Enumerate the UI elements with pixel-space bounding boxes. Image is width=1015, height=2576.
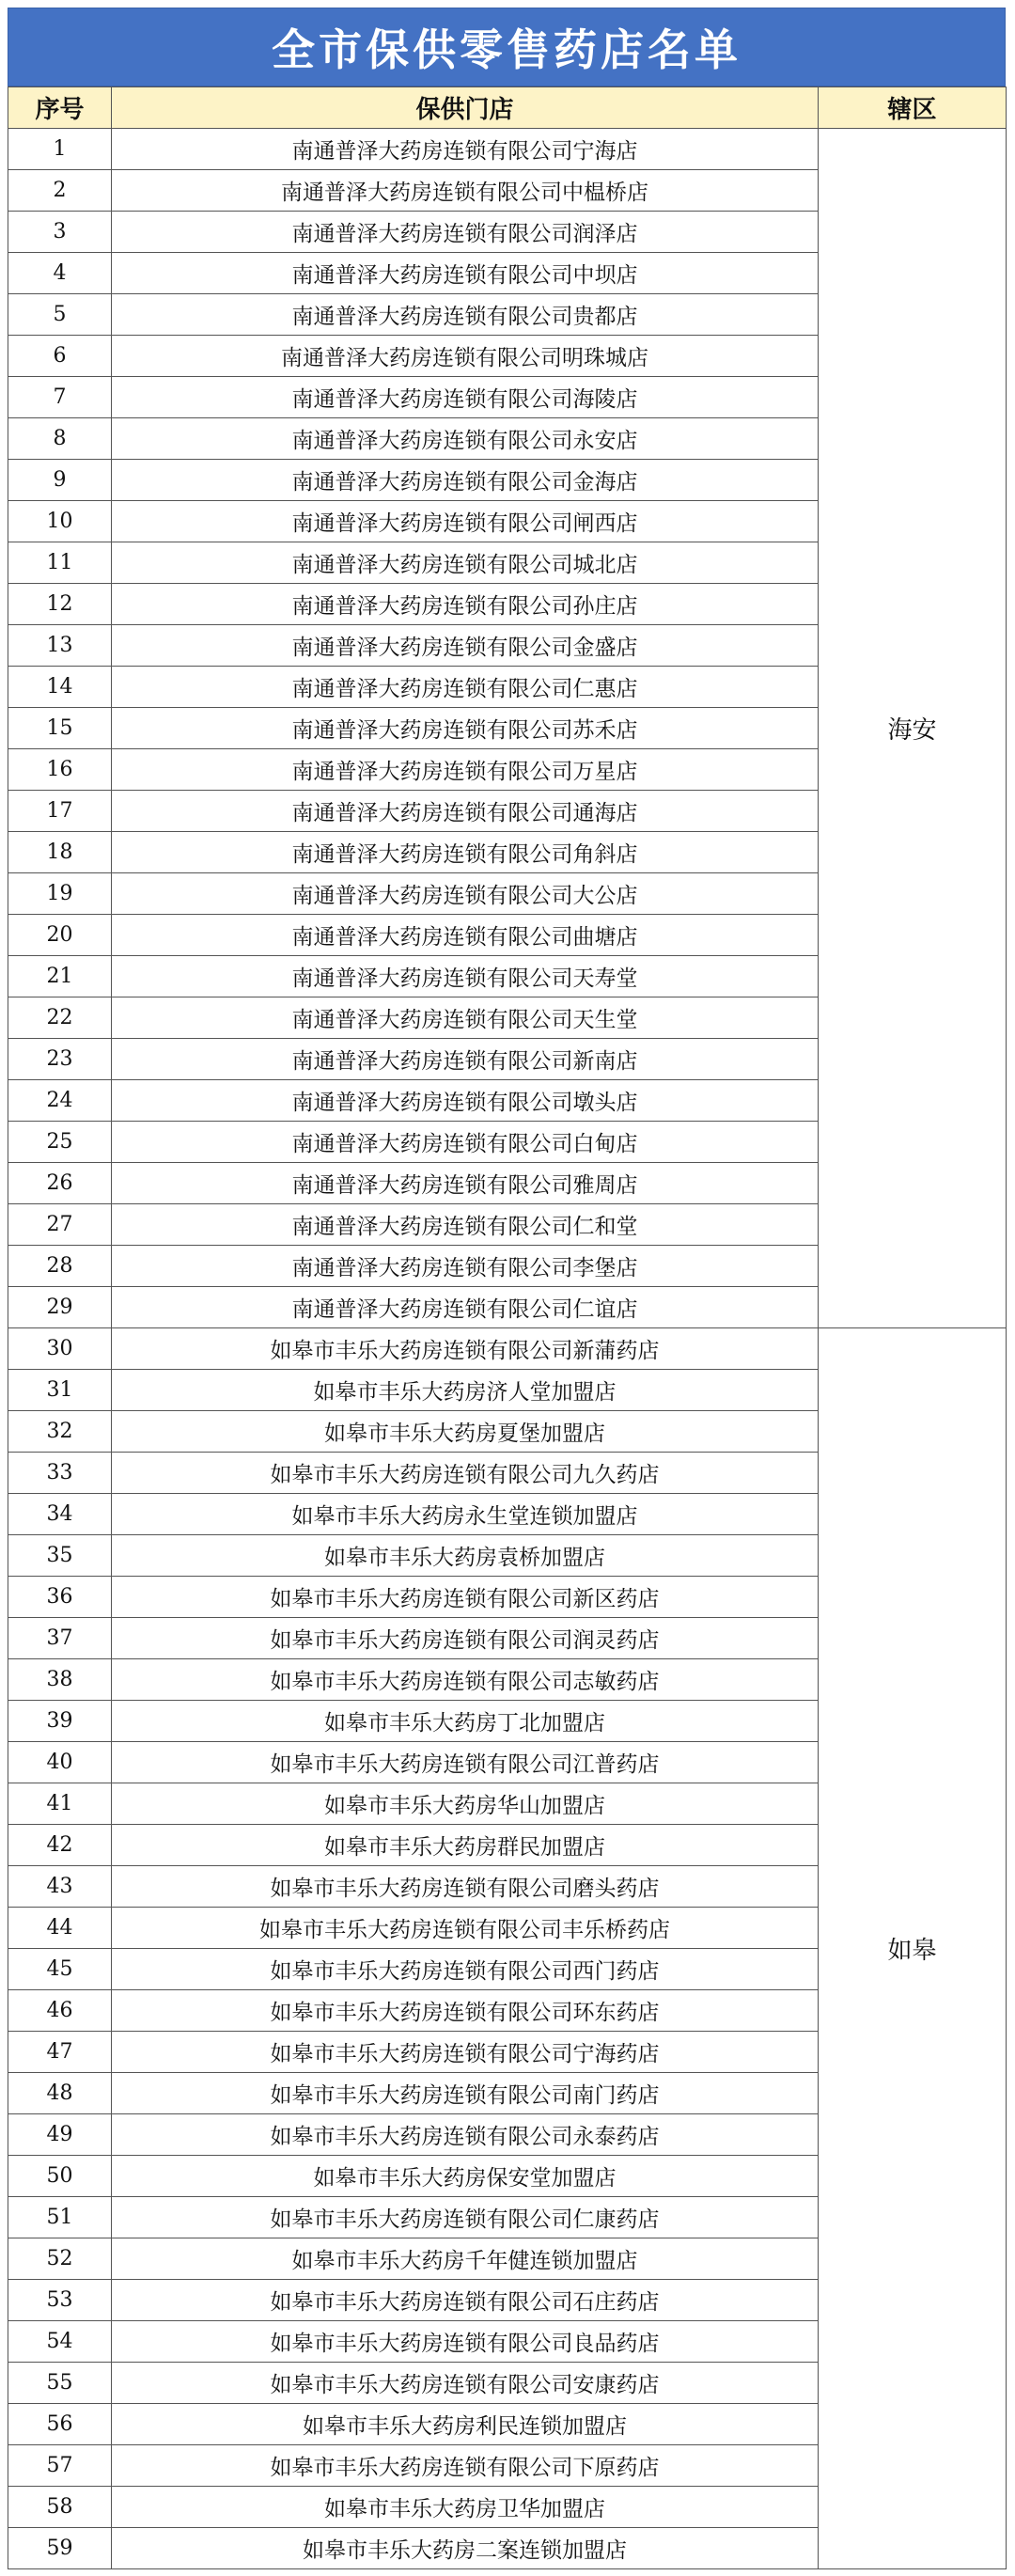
store-name: 南通普泽大药房连锁有限公司海陵店 [112,377,819,418]
row-index: 52 [8,2238,112,2280]
row-index: 31 [8,1370,112,1411]
store-name: 南通普泽大药房连锁有限公司新南店 [112,1039,819,1080]
store-name: 南通普泽大药房连锁有限公司永安店 [112,418,819,460]
district-cell: 海安 [819,129,1007,1328]
header-store: 保供门店 [112,87,819,129]
store-name: 南通普泽大药房连锁有限公司通海店 [112,791,819,832]
row-index: 20 [8,915,112,956]
store-name: 如皋市丰乐大药房连锁有限公司良品药店 [112,2321,819,2363]
row-index: 43 [8,1866,112,1908]
store-name: 如皋市丰乐大药房华山加盟店 [112,1783,819,1825]
store-name: 如皋市丰乐大药房连锁有限公司下原药店 [112,2445,819,2487]
store-name: 南通普泽大药房连锁有限公司角斜店 [112,832,819,873]
row-index: 23 [8,1039,112,1080]
row-index: 47 [8,2032,112,2073]
store-name: 南通普泽大药房连锁有限公司大公店 [112,873,819,915]
row-index: 9 [8,460,112,501]
store-name: 南通普泽大药房连锁有限公司李堡店 [112,1246,819,1287]
row-index: 28 [8,1246,112,1287]
store-name: 南通普泽大药房连锁有限公司城北店 [112,542,819,584]
store-name: 如皋市丰乐大药房连锁有限公司石庄药店 [112,2280,819,2321]
store-name: 南通普泽大药房连锁有限公司中榅桥店 [112,170,819,212]
store-name: 如皋市丰乐大药房连锁有限公司环东药店 [112,1990,819,2032]
store-name: 南通普泽大药房连锁有限公司贵都店 [112,294,819,336]
row-index: 49 [8,2114,112,2156]
store-name: 南通普泽大药房连锁有限公司墩头店 [112,1080,819,1122]
store-name: 如皋市丰乐大药房连锁有限公司仁康药店 [112,2197,819,2238]
store-name: 南通普泽大药房连锁有限公司天寿堂 [112,956,819,997]
row-index: 45 [8,1949,112,1990]
store-name: 南通普泽大药房连锁有限公司天生堂 [112,997,819,1039]
row-index: 44 [8,1908,112,1949]
store-name: 南通普泽大药房连锁有限公司润泽店 [112,212,819,253]
row-index: 35 [8,1535,112,1577]
row-index: 33 [8,1453,112,1494]
store-name: 如皋市丰乐大药房连锁有限公司新蒲药店 [112,1328,819,1370]
row-index: 1 [8,129,112,170]
row-index: 21 [8,956,112,997]
row-index: 40 [8,1742,112,1783]
pharmacy-table [8,86,1007,2569]
store-name: 如皋市丰乐大药房连锁有限公司磨头药店 [112,1866,819,1908]
store-name: 如皋市丰乐大药房连锁有限公司永泰药店 [112,2114,819,2156]
table-row [8,129,1007,170]
row-index: 10 [8,501,112,542]
row-index: 29 [8,1287,112,1328]
store-name: 南通普泽大药房连锁有限公司金盛店 [112,625,819,667]
row-index: 11 [8,542,112,584]
row-index: 27 [8,1204,112,1246]
row-index: 51 [8,2197,112,2238]
store-name: 如皋市丰乐大药房利民连锁加盟店 [112,2404,819,2445]
header-row [8,87,1007,129]
store-name: 如皋市丰乐大药房连锁有限公司志敏药店 [112,1659,819,1701]
row-index: 57 [8,2445,112,2487]
store-name: 如皋市丰乐大药房夏堡加盟店 [112,1411,819,1453]
row-index: 54 [8,2321,112,2363]
row-index: 5 [8,294,112,336]
store-name: 如皋市丰乐大药房永生堂连锁加盟店 [112,1494,819,1535]
row-index: 46 [8,1990,112,2032]
row-index: 26 [8,1163,112,1204]
store-name: 南通普泽大药房连锁有限公司苏禾店 [112,708,819,749]
store-name: 如皋市丰乐大药房千年健连锁加盟店 [112,2238,819,2280]
row-index: 18 [8,832,112,873]
row-index: 48 [8,2073,112,2114]
row-index: 6 [8,336,112,377]
store-name: 如皋市丰乐大药房连锁有限公司西门药店 [112,1949,819,1990]
row-index: 14 [8,667,112,708]
store-name: 如皋市丰乐大药房丁北加盟店 [112,1701,819,1742]
store-name: 南通普泽大药房连锁有限公司孙庄店 [112,584,819,625]
store-name: 如皋市丰乐大药房卫华加盟店 [112,2487,819,2528]
store-name: 南通普泽大药房连锁有限公司闸西店 [112,501,819,542]
row-index: 55 [8,2363,112,2404]
row-index: 41 [8,1783,112,1825]
row-index: 12 [8,584,112,625]
district-cell: 如皋 [819,1328,1007,2569]
row-index: 3 [8,212,112,253]
row-index: 36 [8,1577,112,1618]
store-name: 如皋市丰乐大药房连锁有限公司安康药店 [112,2363,819,2404]
store-name: 如皋市丰乐大药房济人堂加盟店 [112,1370,819,1411]
store-name: 南通普泽大药房连锁有限公司万星店 [112,749,819,791]
row-index: 53 [8,2280,112,2321]
store-name: 南通普泽大药房连锁有限公司明珠城店 [112,336,819,377]
row-index: 15 [8,708,112,749]
row-index: 2 [8,170,112,212]
row-index: 22 [8,997,112,1039]
store-name: 南通普泽大药房连锁有限公司白甸店 [112,1122,819,1163]
row-index: 56 [8,2404,112,2445]
store-name: 南通普泽大药房连锁有限公司中坝店 [112,253,819,294]
row-index: 7 [8,377,112,418]
store-name: 南通普泽大药房连锁有限公司雅周店 [112,1163,819,1204]
table-row [8,1328,1007,1370]
store-name: 如皋市丰乐大药房连锁有限公司宁海药店 [112,2032,819,2073]
row-index: 24 [8,1080,112,1122]
row-index: 16 [8,749,112,791]
store-name: 如皋市丰乐大药房袁桥加盟店 [112,1535,819,1577]
store-name: 如皋市丰乐大药房保安堂加盟店 [112,2156,819,2197]
store-name: 如皋市丰乐大药房连锁有限公司南门药店 [112,2073,819,2114]
store-name: 南通普泽大药房连锁有限公司仁和堂 [112,1204,819,1246]
row-index: 25 [8,1122,112,1163]
row-index: 37 [8,1618,112,1659]
table-body [8,129,1007,2569]
header-district: 辖区 [819,87,1007,129]
store-name: 如皋市丰乐大药房连锁有限公司润灵药店 [112,1618,819,1659]
store-name: 南通普泽大药房连锁有限公司宁海店 [112,129,819,170]
store-name: 如皋市丰乐大药房群民加盟店 [112,1825,819,1866]
row-index: 30 [8,1328,112,1370]
row-index: 32 [8,1411,112,1453]
header-index: 序号 [8,87,112,129]
store-name: 如皋市丰乐大药房连锁有限公司丰乐桥药店 [112,1908,819,1949]
pharmacy-list-sheet [8,8,1006,2569]
store-name: 南通普泽大药房连锁有限公司仁谊店 [112,1287,819,1328]
store-name: 南通普泽大药房连锁有限公司曲塘店 [112,915,819,956]
row-index: 13 [8,625,112,667]
row-index: 42 [8,1825,112,1866]
row-index: 50 [8,2156,112,2197]
store-name: 如皋市丰乐大药房连锁有限公司江普药店 [112,1742,819,1783]
store-name: 南通普泽大药房连锁有限公司金海店 [112,460,819,501]
row-index: 59 [8,2528,112,2569]
row-index: 8 [8,418,112,460]
store-name: 南通普泽大药房连锁有限公司仁惠店 [112,667,819,708]
row-index: 39 [8,1701,112,1742]
store-name: 如皋市丰乐大药房二案连锁加盟店 [112,2528,819,2569]
row-index: 34 [8,1494,112,1535]
row-index: 58 [8,2487,112,2528]
row-index: 38 [8,1659,112,1701]
row-index: 19 [8,873,112,915]
row-index: 17 [8,791,112,832]
store-name: 如皋市丰乐大药房连锁有限公司新区药店 [112,1577,819,1618]
page-title: 全市保供零售药店名单 [8,8,1006,86]
store-name: 如皋市丰乐大药房连锁有限公司九久药店 [112,1453,819,1494]
row-index: 4 [8,253,112,294]
